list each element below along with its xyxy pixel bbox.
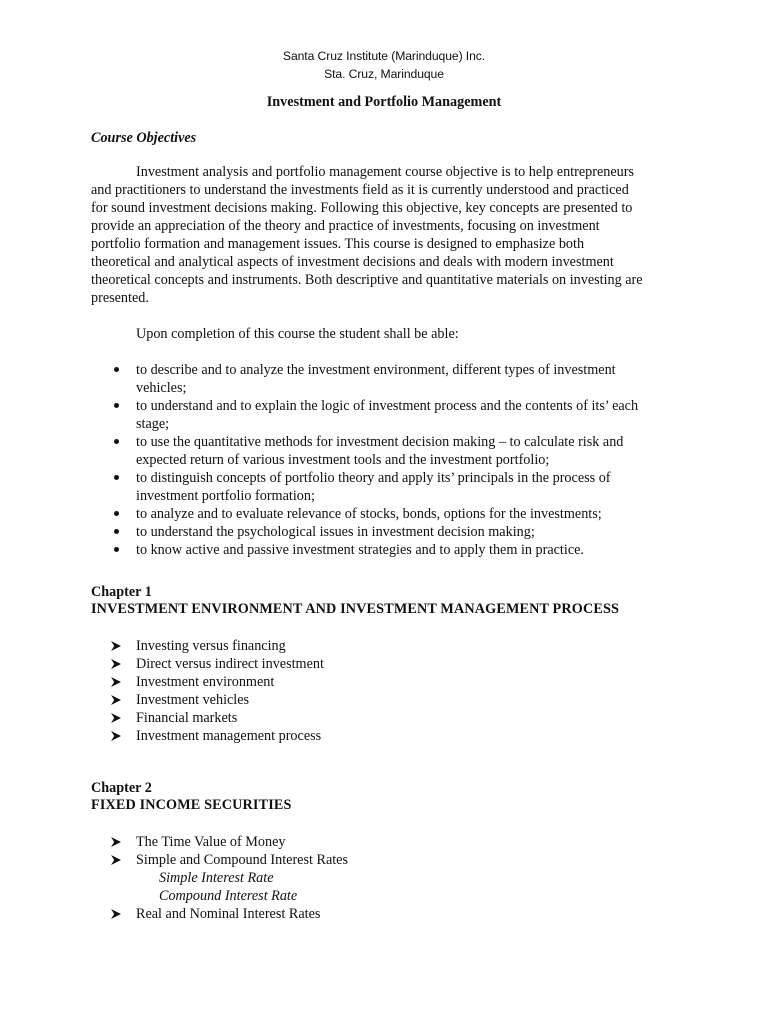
arrowhead-right-icon (111, 677, 121, 687)
list-item-text: The Time Value of Money (136, 834, 286, 850)
bullet-dot-icon (114, 367, 119, 372)
list-item-text: to use the quantitative methods for investment decision making – to calculate risk and (136, 434, 624, 450)
course-objectives-heading: Course Objectives (91, 130, 197, 146)
chapter-2-number: Chapter 2 (91, 780, 152, 796)
chapter-2-topic-list (91, 833, 683, 923)
list-item (91, 523, 683, 541)
paragraph-line: provide an appreciation of the theory and practice of investments, focusing on investment (91, 218, 600, 234)
arrowhead-right-icon (111, 713, 121, 723)
list-item (91, 691, 683, 709)
arrowhead-right-icon (111, 641, 121, 651)
list-item-text: investment portfolio formation; (136, 488, 315, 504)
bullet-dot-icon (114, 403, 119, 408)
list-item-text: to describe and to analyze the investment environment, different types of investment (136, 362, 616, 378)
list-item-text: Investment management process (136, 728, 322, 744)
list-item-text: Direct versus indirect investment (136, 656, 324, 672)
paragraph-line: portfolio formation and management issues. This course is designed to emphasize both (91, 236, 585, 252)
list-item (91, 673, 683, 691)
sub-list-item-text: Simple Interest Rate (159, 870, 274, 886)
chapter-2-title: FIXED INCOME SECURITIES (91, 797, 292, 813)
bullet-dot-icon (114, 475, 119, 480)
sub-list-item-text: Compound Interest Rate (159, 888, 298, 904)
completion-intro (91, 325, 683, 343)
list-item-text: Real and Nominal Interest Rates (136, 906, 321, 922)
arrowhead-right-icon (111, 731, 121, 741)
list-item (91, 709, 683, 727)
course-title: Investment and Portfolio Management (266, 94, 502, 110)
list-item (91, 433, 683, 469)
list-item-text: Investment vehicles (136, 692, 250, 708)
completion-intro-text: Upon completion of this course the student shall be able: (136, 326, 459, 342)
arrowhead-right-icon (111, 659, 121, 669)
chapter-1-title: INVESTMENT ENVIRONMENT AND INVESTMENT MANAGEMENT PROCESS (91, 601, 620, 617)
list-item (91, 727, 683, 745)
arrowhead-right-icon (111, 855, 121, 865)
paragraph-line: theoretical and analytical aspects of investment decisions and deals with modern investment (91, 254, 614, 270)
arrowhead-right-icon (111, 837, 121, 847)
list-item (91, 905, 683, 923)
sub-list-item (91, 869, 683, 887)
paragraph-line: theoretical concepts and instruments. Both descriptive and quantitative materials on investing are (91, 272, 643, 288)
bullet-dot-icon (114, 439, 119, 444)
list-item-text: Investment environment (136, 674, 275, 690)
institute-name: Santa Cruz Institute (Marinduque) Inc. (282, 49, 486, 63)
chapter-1-topic-list (91, 637, 683, 745)
paragraph-line: Investment analysis and portfolio management course objective is to help entrepreneurs (136, 164, 634, 180)
list-item-text: vehicles; (136, 380, 187, 396)
list-item-text: to analyze and to evaluate relevance of stocks, bonds, options for the investments; (136, 506, 602, 522)
paragraph-line: for sound investment decisions making. Following this objective, key concepts are presented to (91, 200, 633, 216)
bullet-dot-icon (114, 529, 119, 534)
institute-location: Sta. Cruz, Marinduque (324, 67, 444, 81)
paragraph-line: presented. (91, 290, 149, 306)
list-item-text: to understand the psychological issues in investment decision making; (136, 524, 535, 540)
list-item-text: Financial markets (136, 710, 238, 726)
bullet-dot-icon (114, 511, 119, 516)
sub-list-item (91, 887, 683, 905)
list-item (91, 541, 683, 559)
objectives-bullet-list (91, 361, 683, 559)
bullet-dot-icon (114, 547, 119, 552)
list-item (91, 505, 683, 523)
list-item-text: expected return of various investment tools and the investment portfolio; (136, 452, 550, 468)
list-item-text: to understand and to explain the logic of investment process and the contents of its’ each (136, 398, 639, 414)
list-item (91, 655, 683, 673)
list-item-text: Investing versus financing (136, 638, 286, 654)
paragraph-line: and practitioners to understand the investments field as it is currently understood and practiced (91, 182, 629, 198)
list-item-text: stage; (136, 416, 170, 432)
objectives-paragraph (91, 163, 683, 307)
list-item (91, 361, 683, 397)
list-item (91, 851, 683, 869)
arrowhead-right-icon (111, 909, 121, 919)
list-item-text: to know active and passive investment strategies and to apply them in practice. (136, 542, 584, 558)
arrowhead-right-icon (111, 695, 121, 705)
list-item-text: Simple and Compound Interest Rates (136, 852, 348, 868)
list-item (91, 469, 683, 505)
list-item-text: to distinguish concepts of portfolio theory and apply its’ principals in the process of (136, 470, 611, 486)
list-item (91, 637, 683, 655)
list-item (91, 833, 683, 851)
chapter-1-number: Chapter 1 (91, 584, 152, 600)
list-item (91, 397, 683, 433)
